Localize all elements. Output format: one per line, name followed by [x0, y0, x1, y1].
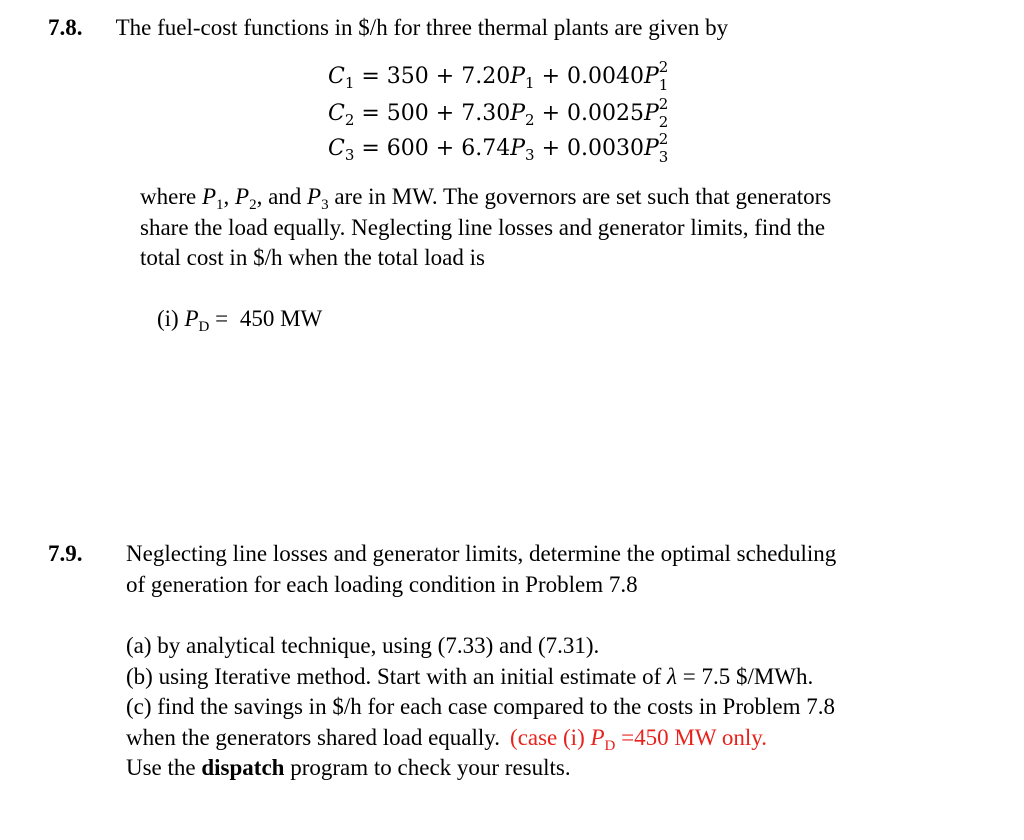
equation-c1: $C_1 = 350 + 7.20P_1 + 0.0040P$ 2 1: [328, 58, 669, 94]
problem-number: 7.8.: [48, 15, 83, 40]
problem-7-8-paragraph: [140, 182, 831, 274]
equation-c2: $C_2 = 500 + 7.30P_2 + 0.0025P$ 2 2: [328, 95, 669, 131]
problem-7-9-parts: [126, 631, 835, 784]
problem-7-9-intro: [126, 539, 836, 600]
part-c: (c) find the savings in $/h for each case compared to the costs in Problem 7.8: [126, 694, 835, 719]
part-c-continued: when the generators shared load equally. (case (i) $P_D =450$ MW only.: [126, 724, 768, 754]
paragraph-line-1: where $P_1$, $P_2$, and $P_3$ are in MW. The governors are set such that generators: [140, 184, 832, 214]
part-a: (a) by analytical technique, using (7.33) and (7.31).: [126, 633, 600, 658]
case-i: (i) $P_D = 450$ MW: [157, 306, 323, 336]
intro-line-2: of generation for each loading condition in Problem 7.8: [126, 571, 638, 597]
equation-c3: $C_3 = 600 + 6.74P_3 + 0.0030P$ 2 3: [328, 130, 669, 166]
problem-7-9-header: [48, 541, 83, 567]
intro-line-1: Neglecting line losses and generator limits, determine the optimal scheduling: [126, 541, 837, 566]
dispatch-note: Use the dispatch program to check your results.: [126, 755, 571, 780]
problem-7-8-header: [48, 15, 728, 41]
case-note: (case (i) $P_D =450$ MW only.: [510, 724, 768, 754]
paragraph-line-3: total cost in $/h when the total load is: [140, 245, 485, 270]
part-b: (b) using Iterative method. Start with an initial estimate of λ = 7.5 $/MWh.: [126, 663, 814, 689]
load-value: 450: [239, 306, 275, 331]
paragraph-line-2: share the load equally. Neglecting line losses and generator limits, find the: [140, 214, 826, 240]
problem-intro: The fuel-cost functions in $/h for three thermal plants are given by: [115, 15, 729, 40]
problem-number: 7.9.: [48, 541, 83, 566]
